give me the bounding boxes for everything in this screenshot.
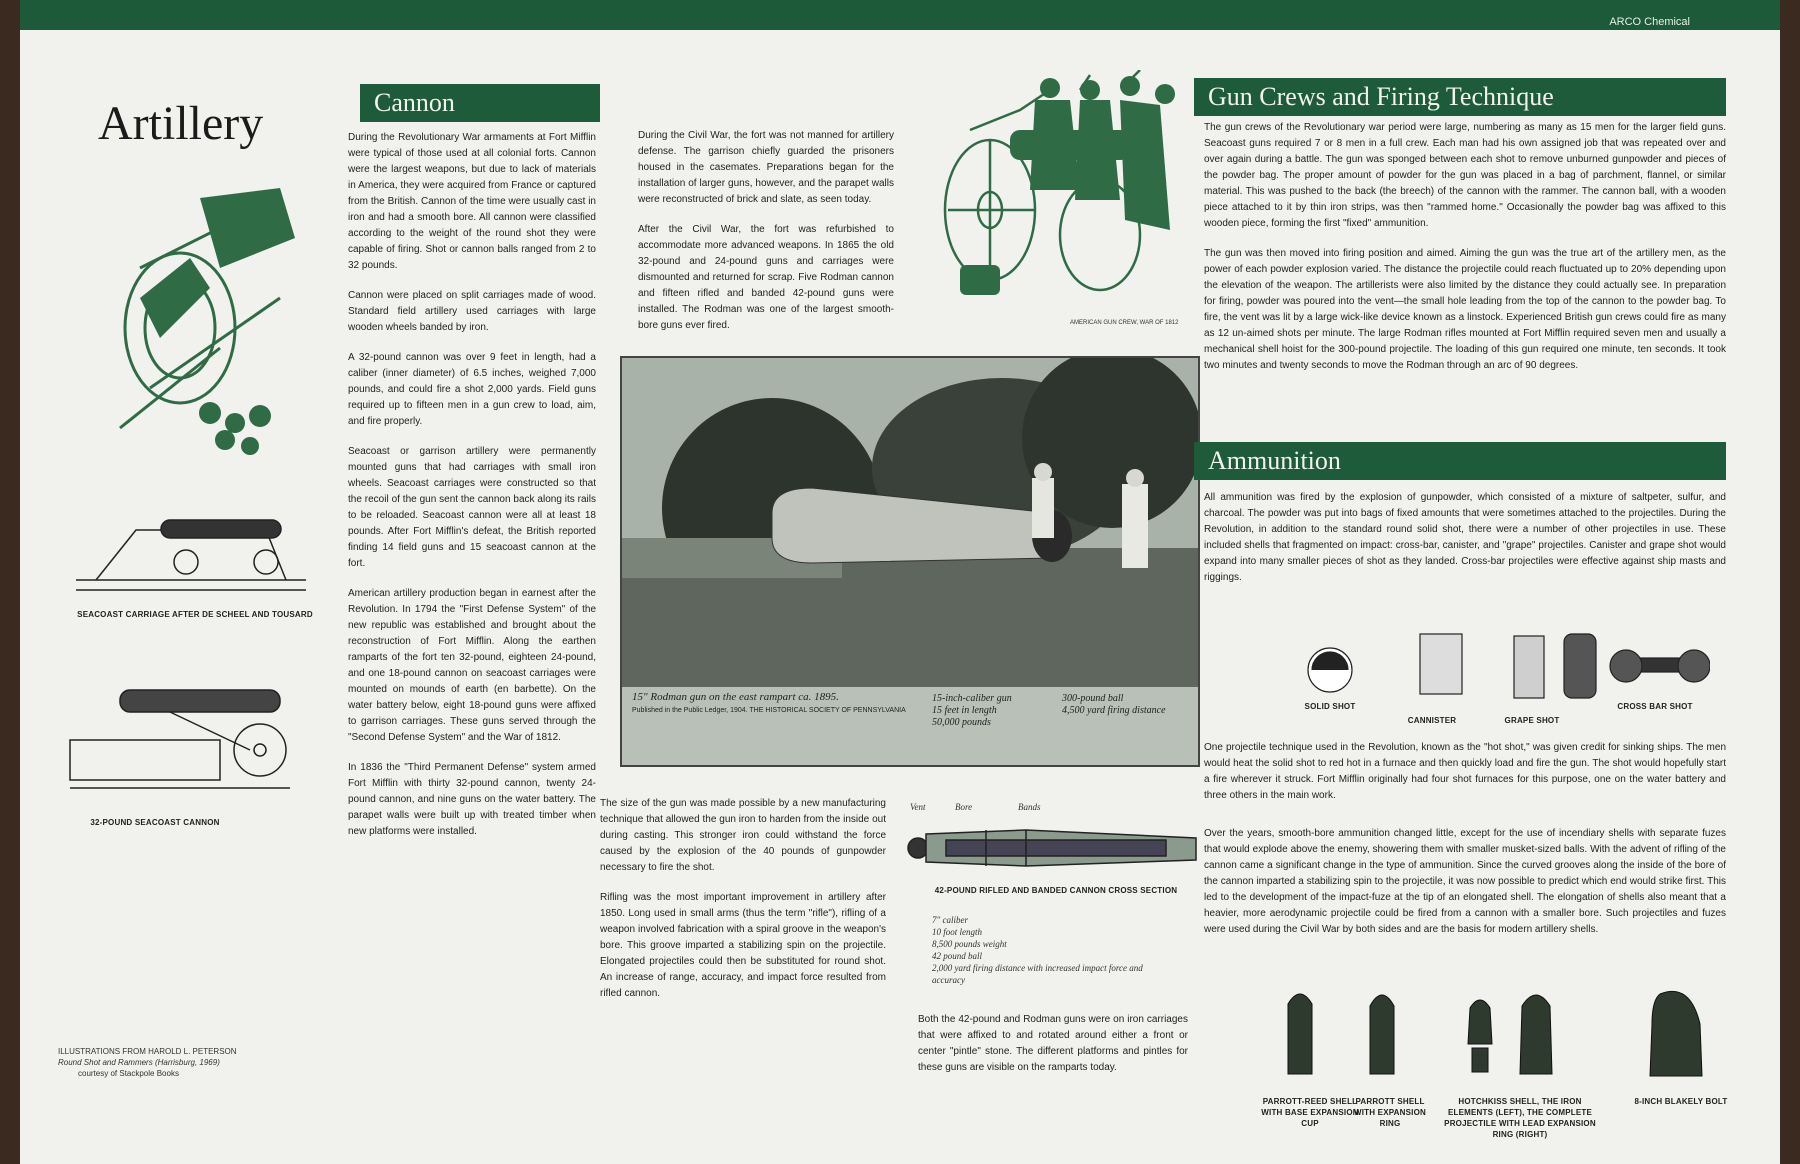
label-blakely-bolt: 8-INCH BLAKELY BOLT <box>1634 1097 1728 1106</box>
paragraph: During the Civil War, the fort was not manned for artillery defense. The garrison chiefly guarded the prisoners housed in the casemates. Preparations began for the installation of larger guns, however, and the parapet walls were reconstructed of brick and slate, as seen today. <box>638 130 894 205</box>
cannon-column-3 <box>600 796 886 1016</box>
spec-line: 7" caliber <box>932 915 969 925</box>
gun-crew-illustration <box>930 70 1200 340</box>
cs-label-vent: Vent <box>910 802 926 812</box>
photo-spec: 4,500 yard firing distance <box>1062 705 1166 716</box>
paragraph: After the Civil War, the fort was refurbished to accommodate more advanced weapons. In 1865 the old 32-pound and 24-pound guns and carriages were dismounted and returned for scrap. Five Rodman cannon and fifteen rifled and banded 42-pound guns were installed. The Rodman was one of the largest smooth-bore guns ever fired. <box>638 224 894 331</box>
ammunition-text-2: One projectile technique used in the Revolution, known as the "hot shot," was given credit for sinking ships. The men would heat the solid shot to red hot in a furnace and then quickly load and fire the gun. The shot would hopefully start a fire wherever it struck. Fort Mifflin originally had four shot furnaces for this purpose, one on the water battery and three others in the main work. <box>1204 742 1726 801</box>
spec-line: 42 pound ball <box>932 951 983 961</box>
photo-spec: 15-inch-caliber gun <box>932 693 1012 704</box>
photo-caption <box>622 687 1198 765</box>
top-band <box>20 0 1780 30</box>
caption-gun-crew: AMERICAN GUN CREW, WAR OF 1812 <box>1070 320 1179 326</box>
cannon-column-2 <box>638 128 894 348</box>
cs-label-bands: Bands <box>1018 802 1041 812</box>
seacoast-cannon-illustration <box>60 680 300 800</box>
credit-line: Round Shot and Rammers (Harrisburg, 1969) <box>58 1058 220 1067</box>
sign-panel <box>20 0 1780 1164</box>
paragraph: During the Revolutionary War armaments at Fort Mifflin were typical of those used at all colonial forts. Cannon were the largest weapons, but due to lack of materials in America, they were acquired from France or captured from the British. Cannon of the time were usually cast in iron and had a smooth bore. All cannon were classified according to the weight of the round shot they were capable of firing. Shot or cannon balls ranged from 2 to 32 pounds. <box>348 132 596 271</box>
page-title: Artillery <box>98 97 264 150</box>
caption-seacoast-cannon: 32-POUND SEACOAST CANNON <box>90 818 220 827</box>
photo-spec: 50,000 pounds <box>932 717 991 728</box>
credit-line: ILLUSTRATIONS FROM HAROLD L. PETERSON <box>58 1047 237 1056</box>
spec-line: 8,500 pounds weight <box>932 939 1007 949</box>
cannon-column-4: Both the 42-pound and Rodman guns were on iron carriages that were affixed to and rotated around either a front or center "pintle" stone. The different platforms and pintles for these guns are visible on the ramparts today. <box>918 1014 1188 1073</box>
paragraph: Seacoast or garrison artillery were permanently mounted guns that had carriages with small iron wheels. Seacoast carriages were constructed so that the recoil of the gun sent the cannon back along its rails to be reloaded. Seacoast cannon were all at least 18 pounds. After Fort Mifflin's defeat, the British reported finding 14 field guns and 15 seacoast cannon at the fort. <box>348 446 596 569</box>
illustration-credits <box>58 1046 258 1079</box>
section-header-gun-crews: Gun Crews and Firing Technique <box>1194 78 1726 116</box>
label-parrott-shell: PARROTT SHELL WITH EXPANSION RING <box>1354 1097 1426 1128</box>
shot-types-illustration <box>1290 626 1710 706</box>
photo-source: Published in the Public Ledger, 1904. THE HISTORICAL SOCIETY OF PENNSYLVANIA <box>632 707 906 714</box>
cross-section-specs <box>932 914 1162 986</box>
label-cross-bar-shot: CROSS BAR SHOT <box>1617 702 1693 711</box>
caption-cross-section: 42-POUND RIFLED AND BANDED CANNON CROSS SECTION <box>934 886 1178 895</box>
photo-spec: 300-pound ball <box>1062 693 1124 704</box>
label-parrott-reed-shell: PARROTT-REED SHELL WITH BASE EXPANSION CUP <box>1261 1097 1359 1128</box>
spec-line: 10 foot length <box>932 927 982 937</box>
paragraph: A 32-pound cannon was over 9 feet in length, had a caliber (inner diameter) of 6.5 inches, weighed 7,000 pounds, and could fire a shot 2,000 yards. Field guns required up to fifteen men in a gun crew to load, aim, and fire properly. <box>348 352 596 427</box>
paragraph: In 1836 the "Third Permanent Defense" system armed Fort Mifflin with thirty 32-pound cannon, twenty 24-pound cannon, and nine guns on the water battery. The parapet walls were built up with treated timber when new platforms were installed. <box>348 762 596 837</box>
cannon-column-1 <box>348 130 596 854</box>
cs-label-bore: Bore <box>955 802 973 812</box>
credit-line: courtesy of Stackpole Books <box>78 1069 179 1078</box>
brand-label: ARCO Chemical <box>1609 16 1690 28</box>
label-cannister: CANNISTER <box>1407 716 1457 725</box>
cannon-cross-section <box>906 820 1206 880</box>
rodman-gun-photo <box>620 356 1200 767</box>
label-grape-shot: GRAPE SHOT <box>1504 716 1560 725</box>
rodman-photo-image <box>622 358 1198 688</box>
gun-crews-text <box>1204 120 1726 388</box>
paragraph: The gun crews of the Revolutionary war period were large, numbering as many as 15 men for the larger field guns. Seacoast guns required 7 or 8 men in a full crew. Each man had his own assigned job that was repeated over and over again during a battle. The gun was sponged between each shot to remove unburned gunpowder and pieces of the powder bag. The proper amount of powder for the gun was placed in a bag of parchment, flannel, or similar material. This was pushed to the back (the breech) of the cannon with the rammer. The cannon ball, with a wooden piece attached to it by thin iron strips, was then "rammed home." Occasionally the powder bag was affixed to this wooden piece, forming the first "fixed" ammunition. <box>1204 122 1726 229</box>
field-cannon-illustration <box>80 178 320 478</box>
spec-line: 2,000 yard firing distance with increased impact force and accuracy <box>932 963 1143 985</box>
shell-types-illustration <box>1260 984 1730 1084</box>
caption-seacoast-carriage: SEACOAST CARRIAGE AFTER DE SCHEEL AND TOUSARD <box>77 610 313 619</box>
paragraph: The gun was then moved into firing position and aimed. Aiming the gun was the true art of the artillery men, as the power of each powder explosion varied. The distance the projectile could reach fluctuated up to 20% depending upon the elevation of the weapon. The artillerists were also limited by the distance they could actually see. In preparation for firing, powder was poured into the vent—the small hole leading from the top of the cannon to the powder bag. To fire, the vent was lit by a large wick-like device known as a linstock. Experienced British gun crews could fire as many as 12 un-aimed shots per minute. The large Rodman rifles mounted at Fort Mifflin required seven men and usually a mechanical shell hoist for the 300-pound projectile. The loading of this gun required one minute, ten seconds. It took two minutes and twenty seconds to move the Rodman through an arc of 90 degrees. <box>1204 248 1726 371</box>
photo-title: 15" Rodman gun on the east rampart ca. 1895. <box>632 691 839 703</box>
ammunition-text-1: All ammunition was fired by the explosion of gunpowder, which consisted of a mixture of saltpeter, sulfur, and charcoal. The powder was put into bags of fixed amounts that were sometimes attached to the projectiles. During the Revolution, in addition to the standard round solid shot, there were a number of other projectiles in use. These included shells that fragmented on impact: cross-bar, canister, and "grape" projectiles. Canister and grape shot would expand into many smaller pieces of shot as they landed. Cross-bar projectiles were effective against ship masts and riggings. <box>1204 492 1726 583</box>
paragraph: Cannon were placed on split carriages made of wood. Standard field artillery used carriages with large wooden wheels banded by iron. <box>348 290 596 333</box>
paragraph: Rifling was the most important improvement in artillery after 1850. Long used in small arms (thus the term "rifle"), rifling of a weapon involved fabrication with a spiral groove in the weapon's bore. This groove imparted a stabilizing spin on the projectile. Elongated projectiles could then be substituted for round shot. An increase of range, accuracy, and impact force resulted from rifled cannon. <box>600 892 886 999</box>
paragraph: The size of the gun was made possible by a new manufacturing technique that allowed the gun iron to harden from the inside out during casting. This stronger iron could withstand the force caused by the explosion of the 40 pounds of gunpowder necessary to fire the shot. <box>600 798 886 873</box>
ammunition-text-3: Over the years, smooth-bore ammunition changed little, except for the use of incendiary shells with separate fuzes that would explode above the enemy, showering them with smaller musket-sized balls. With the advent of rifling of the cannon came a significant change in the type of ammunition. Since the curved grooves along the inside of the bore of the cannon imparted a stabilizing spin to the projectile, it was now possible to predict which end would strike first. This led to the development of the impact-fuze at the tip of an elongated shell. The elongation of shells also meant that a heavier, more aerodynamic projectile could be fired from a cannon with a smaller bore. Such projectiles and fuzes were used during the Civil War by both sides and are the basis for modern artillery shells. <box>1204 828 1726 935</box>
paragraph: American artillery production began in earnest after the Revolution. In 1794 the "First Defense System" of the new republic was established and brought about the reconstruction of Fort Mifflin. Along the earthen ramparts of the fort ten 32-pound, eighteen 24-pound, and one 18-pound cannon on seacoast carriages were mounted on mounds of earth (en barbette). On the water battery below, eight 18-pound guns were affixed to garrison carriages. These guns served through the "Second Defense System" and the War of 1812. <box>348 588 596 743</box>
section-header-ammunition: Ammunition <box>1194 442 1726 480</box>
photo-spec: 15 feet in length <box>932 705 997 716</box>
seacoast-carriage-illustration <box>66 500 316 600</box>
label-hotchkiss-shell: HOTCHKISS SHELL, THE IRON ELEMENTS (LEFT), THE COMPLETE PROJECTILE WITH LEAD EXPANSION RING (RIGHT) <box>1444 1097 1596 1139</box>
section-header-cannon: Cannon <box>360 84 600 122</box>
label-solid-shot: SOLID SHOT <box>1304 702 1356 711</box>
